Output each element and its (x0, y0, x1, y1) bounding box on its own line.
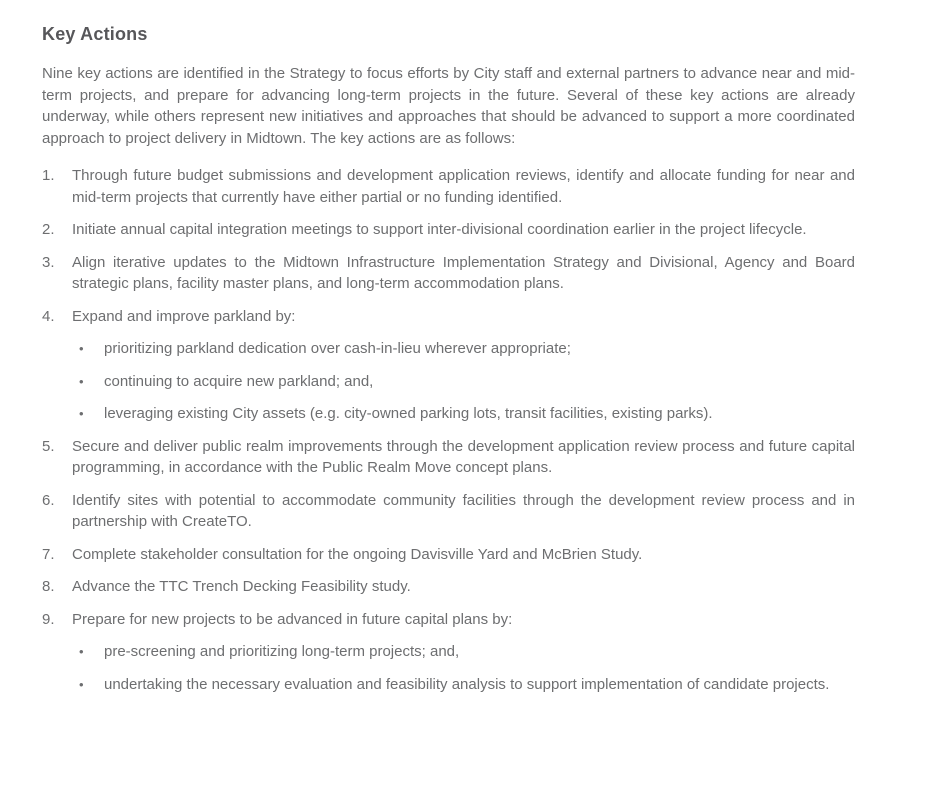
item-text: Initiate annual capital integration meetings to support inter-divisional coordination earlier in the project lifecycle. (72, 221, 807, 238)
item-number: 4. (42, 307, 55, 325)
bullet-icon: • (79, 676, 84, 692)
item-number: 8. (42, 578, 55, 595)
list-item (42, 306, 855, 425)
sub-bullet-item (72, 338, 855, 360)
item-text: Advance the TTC Trench Decking Feasibility study. (72, 578, 411, 595)
intro-paragraph: Nine key actions are identified in the Strategy to focus efforts by City staff and external partners to advance near and mid-term projects, and prepare for advancing long-term projects in the future. Several of these key actions are already underway, while others represent new initiatives and approaches that should be advanced to support a more coordinated approach to project delivery in Midtown. The key actions are as follows: (42, 65, 855, 147)
sub-bullet-text: undertaking the necessary evaluation and feasibility analysis to support implementation of candidate projects. (104, 675, 830, 693)
sub-bullet-text: pre-screening and prioritizing long-term projects; and, (104, 643, 460, 660)
sub-bullet-text: leveraging existing City assets (e.g. city-owned parking lots, transit facilities, existing parks). (104, 405, 713, 422)
list-item (42, 544, 855, 566)
bullet-icon: • (79, 373, 84, 389)
bullet-icon: • (79, 406, 84, 421)
item-number: 1. (42, 167, 55, 184)
list-item (42, 165, 855, 208)
sub-bullet-item (72, 641, 855, 663)
sub-bullet-text: prioritizing parkland dedication over cash-in-lieu wherever appropriate; (104, 340, 571, 357)
bullet-icon: • (79, 341, 84, 356)
sub-bullet-item (72, 371, 855, 393)
item-text: Identify sites with potential to accommodate community facilities through the development review process and in partnership with CreateTO. (72, 491, 855, 530)
bullet-icon: • (79, 644, 84, 659)
sub-bullet-item (72, 403, 855, 425)
item-number: 9. (42, 610, 55, 628)
item-text: Align iterative updates to the Midtown Infrastructure Implementation Strategy and Divisional, Agency and Board strategic plans, facility master plans, and long-term accommodation plans. (72, 253, 855, 292)
sub-bullet-list (72, 641, 855, 695)
item-text: Secure and deliver public realm improvements through the development application review process and future capital programming, in accordance with the Public Realm Move concept plans. (72, 437, 855, 476)
page-title: Key Actions (42, 24, 148, 44)
item-number: 7. (42, 545, 55, 563)
sub-bullet-list (72, 338, 855, 425)
item-number: 5. (42, 437, 55, 455)
list-item (42, 252, 855, 295)
item-text: Through future budget submissions and development application reviews, identify and allocate funding for near and mid-term projects that currently have either partial or no funding identified. (72, 167, 855, 206)
item-text: Prepare for new projects to be advanced in future capital plans by: (72, 610, 513, 628)
item-number: 6. (42, 491, 55, 509)
list-item (42, 436, 855, 479)
list-item (42, 576, 855, 598)
key-actions-list (42, 165, 855, 695)
item-text: Complete stakeholder consultation for the ongoing Davisville Yard and McBrien Study. (72, 545, 643, 563)
list-item (42, 490, 855, 533)
list-item (42, 219, 855, 241)
sub-bullet-item (72, 674, 855, 696)
item-number: 2. (42, 221, 55, 238)
sub-bullet-text: continuing to acquire new parkland; and, (104, 372, 374, 390)
item-number: 3. (42, 253, 55, 271)
item-text: Expand and improve parkland by: (72, 307, 296, 325)
list-item (42, 609, 855, 696)
